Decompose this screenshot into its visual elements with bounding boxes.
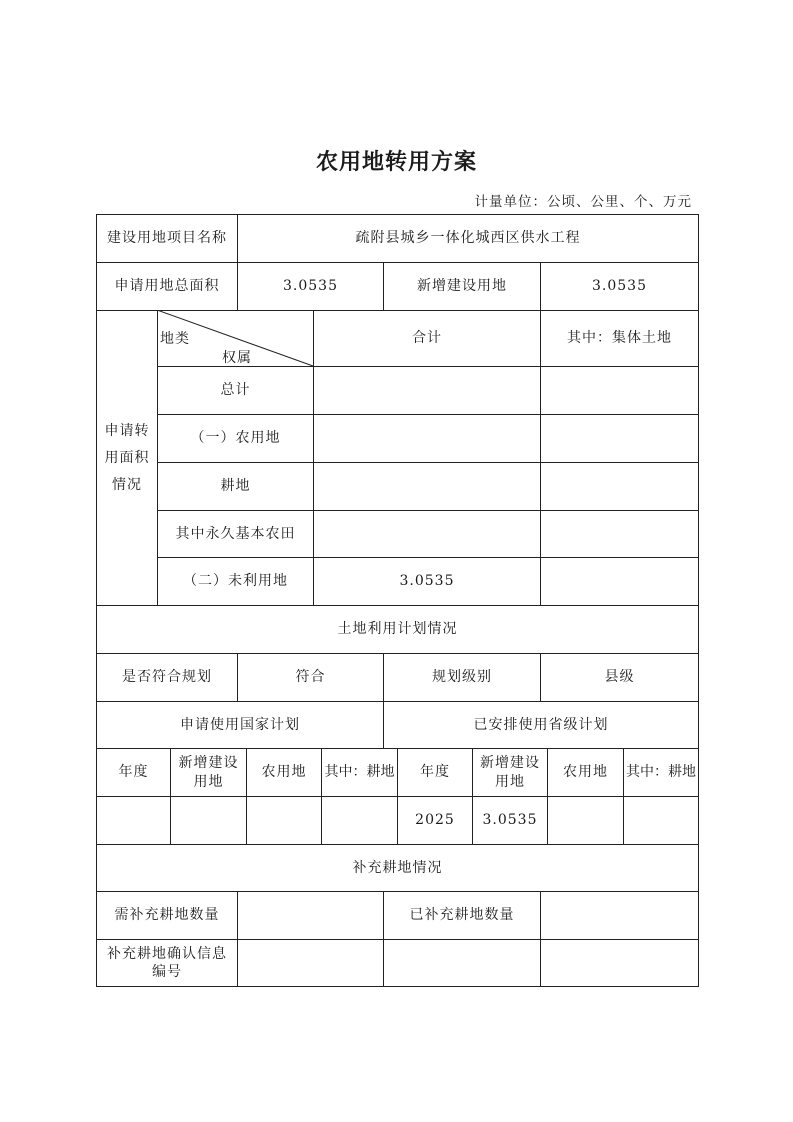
required-supplement-label: 需补充耕地数量 — [114, 907, 220, 923]
project-name-label: 建设用地项目名称 — [107, 230, 227, 246]
plan-level-value: 县级 — [604, 669, 635, 685]
conform-label: 是否符合规划 — [122, 669, 212, 685]
value-cell: 2025 — [415, 812, 455, 828]
row-basic-farmland-value — [314, 511, 540, 557]
col-cultivated: 其中：耕地 — [626, 764, 696, 780]
unit-note: 计量单位：公顷、公里、个、万元 — [474, 194, 692, 210]
header-ownership: 权属 — [222, 350, 252, 366]
new-construction-label: 新增建设用地 — [417, 278, 507, 294]
side-label-line: 情况 — [112, 476, 142, 493]
header-land-type: 地类 — [160, 331, 190, 347]
col-new-construction: 新增建设 用地 — [480, 754, 540, 790]
row-basic-farmland-collective — [541, 511, 698, 557]
value-cell — [247, 797, 321, 844]
value-cell: 3.0535 — [482, 812, 538, 828]
row-label-unused: （二）未利用地 — [183, 573, 288, 589]
row-label-agricultural: （一）农用地 — [190, 430, 281, 446]
row-label-cultivated: 耕地 — [220, 478, 251, 494]
total-area-value: 3.0535 — [283, 278, 338, 294]
provincial-plan-label: 已安排使用省级计划 — [473, 716, 609, 733]
page-title: 农用地转用方案 — [315, 150, 477, 175]
new-construction-value: 3.0535 — [592, 278, 647, 294]
row-label-basic-farmland: 其中永久基本农田 — [175, 525, 296, 542]
conform-value: 符合 — [295, 669, 326, 685]
col-cultivated: 其中：耕地 — [324, 764, 395, 780]
done-supplement-value — [541, 892, 698, 939]
confirm-info-label: 补充耕地确认信息 编号 — [107, 946, 227, 980]
conversion-side-label — [97, 311, 157, 605]
plan-level-label: 规划级别 — [432, 669, 492, 685]
required-supplement-value — [238, 892, 383, 939]
row-unused-collective — [541, 558, 698, 605]
header-collective: 其中：集体土地 — [567, 330, 672, 346]
value-cell — [171, 797, 246, 844]
row-cultivated-collective — [541, 463, 698, 510]
supplement-section-title: 补充耕地情况 — [352, 859, 443, 876]
row-agricultural-collective — [541, 415, 698, 462]
value-cell — [624, 797, 698, 844]
col-year: 年度 — [118, 764, 149, 780]
value-cell — [548, 797, 623, 844]
confirm-info-value — [238, 940, 698, 986]
done-supplement-label: 已补充耕地数量 — [409, 907, 515, 923]
row-cultivated-value — [314, 463, 540, 510]
header-total: 合计 — [412, 330, 442, 346]
value-cell — [97, 797, 170, 844]
col-agricultural: 农用地 — [563, 764, 608, 780]
col-agricultural: 农用地 — [261, 764, 307, 780]
value-cell — [322, 797, 397, 844]
row-total-collective — [541, 367, 698, 414]
national-plan-label: 申请使用国家计划 — [180, 716, 300, 733]
row-agricultural-value — [314, 415, 540, 462]
land-plan-section-title: 土地利用计划情况 — [337, 621, 458, 637]
row-label-total: 总计 — [220, 382, 251, 398]
side-label-line: 申请转 — [104, 422, 150, 439]
col-new-construction: 新增建设 用地 — [178, 754, 239, 790]
side-label-line: 用面积 — [104, 449, 150, 466]
project-name-value: 疏附县城乡一体化城西区供水工程 — [355, 230, 581, 246]
row-unused-value: 3.0535 — [399, 573, 455, 589]
row-total-value — [314, 367, 540, 414]
col-year: 年度 — [420, 764, 450, 780]
total-area-label: 申请用地总面积 — [114, 278, 220, 294]
